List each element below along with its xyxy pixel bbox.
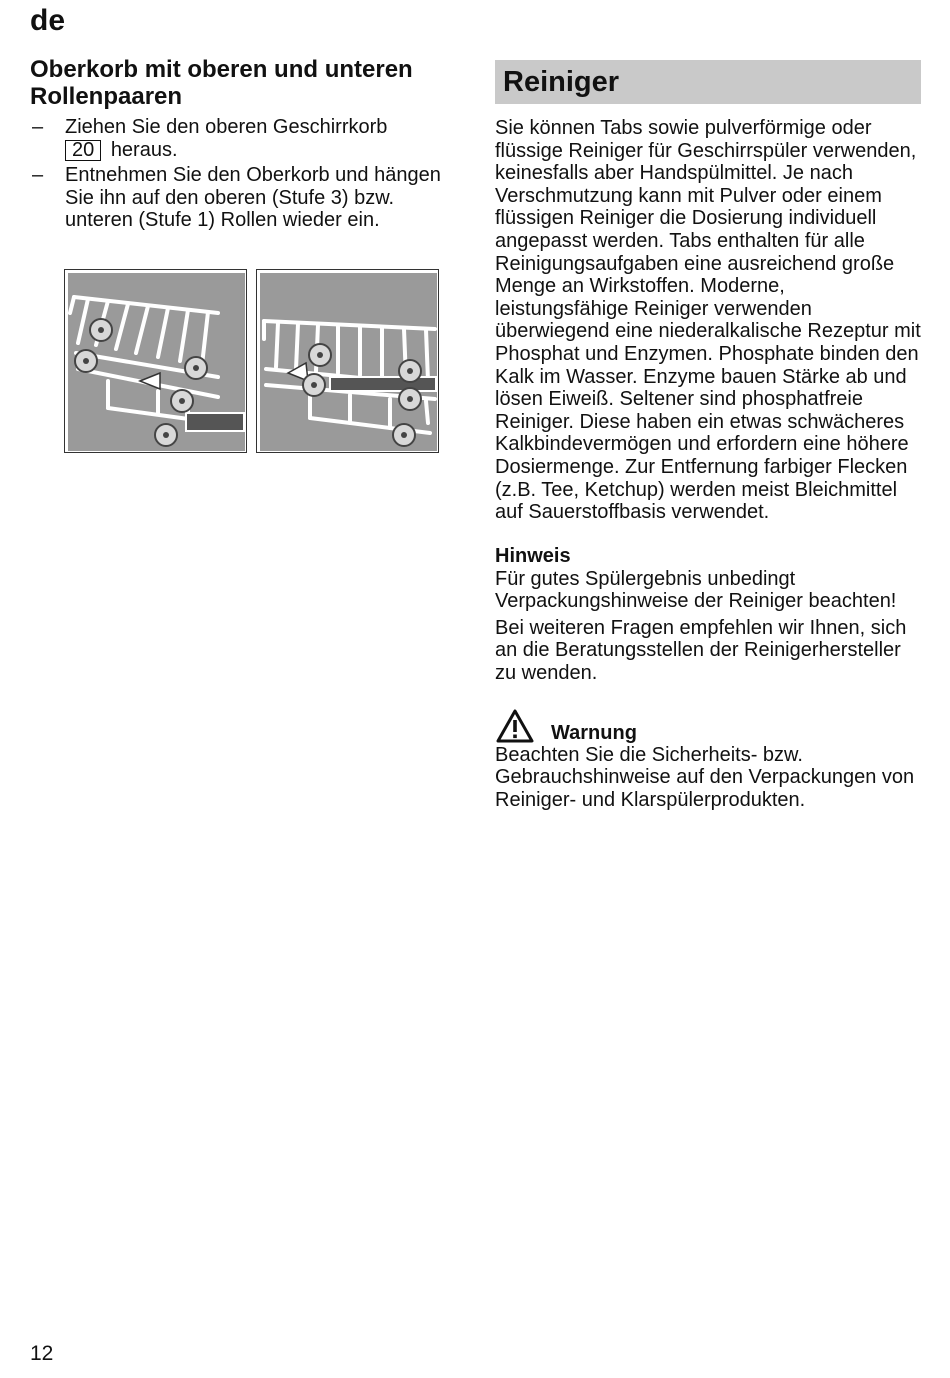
illustration-upper-rollers bbox=[64, 269, 247, 453]
section-heading: Oberkorb mit oberen und unteren Rollenpaaren bbox=[30, 56, 413, 110]
left-column bbox=[30, 56, 460, 235]
warning-heading bbox=[495, 708, 921, 744]
right-column bbox=[495, 60, 921, 811]
basket-rollers-image bbox=[68, 273, 245, 451]
basket-rollers-image bbox=[260, 273, 437, 451]
warning-triangle-icon bbox=[495, 708, 535, 744]
section-banner bbox=[495, 60, 921, 104]
note-title: Hinweis bbox=[495, 544, 571, 567]
detergent-intro-paragraph: Sie können Tabs sowie pulverförmige oder flüssige Reiniger für Geschirrspüler verwenden, keinesfalls aber Handspülmittel. Je nach Verschmutzung kann mit Pulver oder einem flüssigen Reiniger die Dosierung individuell angepasst werden. Tabs enthalten für alle Reinigungsaufgaben eine ausreichend große Menge an Wirkstoffen. Moderne, leistungsfähige Reiniger verwenden überwiegend eine niederalkalische Rezeptur mit Phosphat und Enzymen. Phosphate binden den Kalk im Wasser. Enzyme bauen Stärke ab und lösen Eiweiß. Seltener sind phosphatfreie Reiniger. Diese haben ein etwas schwächeres Kalkbindevermögen und erfordern eine höhere Dosiermenge. Zur Entfernung farbiger Flecken (z.B. Tee, Ketchup) werden meist Bleichmittel auf Sauerstoffbasis verwendet. bbox=[495, 117, 921, 524]
illustration-lower-rollers bbox=[256, 269, 439, 453]
note-paragraph: Für gutes Spülergebnis unbedingt Verpackungshinweise der Reiniger beachten! bbox=[495, 567, 897, 613]
list-item bbox=[30, 164, 460, 232]
list-dash: – bbox=[32, 164, 44, 186]
step-text-after: heraus. bbox=[110, 138, 178, 161]
basket-illustrations bbox=[64, 269, 442, 455]
note-paragraph: Bei weiteren Fragen empfehlen wir Ihnen, sich an die Beratungsstellen der Reinigerhersteller zu wenden. bbox=[495, 616, 907, 685]
list-dash: – bbox=[32, 116, 44, 138]
warning-paragraph: Beachten Sie die Sicherheits- bzw. Gebrauchshinweise auf den Verpackungen von Reiniger- und Klarspülerprodukten. bbox=[495, 743, 915, 811]
warning-title: Warnung bbox=[551, 721, 637, 744]
page-number: 12 bbox=[30, 1342, 54, 1365]
list-item bbox=[30, 116, 460, 161]
reference-number-box: 20 bbox=[65, 140, 101, 161]
step-text: Ziehen Sie den oberen Geschirrkorb bbox=[65, 116, 388, 138]
step-text: Entnehmen Sie den Oberkorb und hängen Sie ihn auf den oberen (Stufe 3) bzw. unteren (Stufe 1) Rollen wieder ein. bbox=[65, 164, 441, 231]
banner-title: Reiniger bbox=[503, 65, 620, 98]
language-code: de bbox=[30, 4, 66, 37]
instruction-list bbox=[30, 116, 460, 232]
